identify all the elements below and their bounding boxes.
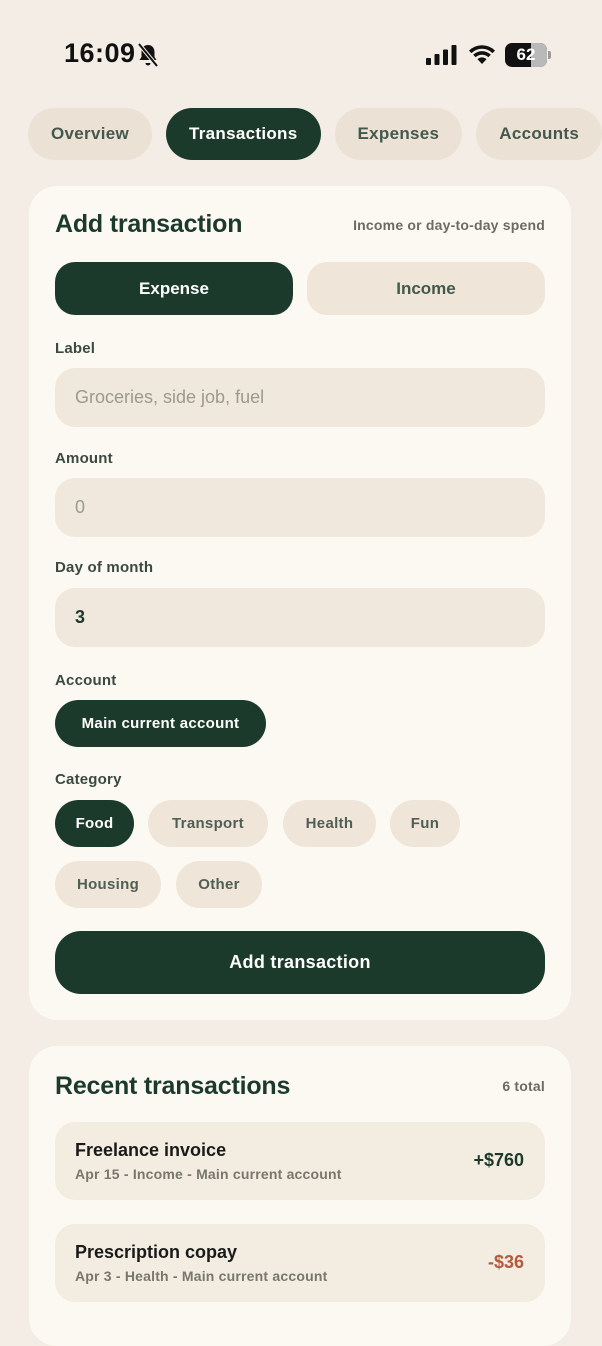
add-transaction-card <box>29 186 571 1020</box>
add-transaction-title: Add transaction <box>55 210 243 238</box>
battery-level: 62 <box>516 45 536 64</box>
amount-field-label: Amount <box>55 450 113 467</box>
category-chip-health[interactable]: Health <box>283 800 376 847</box>
category-label: Category <box>55 771 122 788</box>
transaction-title: Prescription copay <box>75 1242 238 1262</box>
category-chip-housing[interactable]: Housing <box>55 861 161 908</box>
day-of-month-input[interactable] <box>55 588 545 647</box>
category-chip-other[interactable]: Other <box>176 861 262 908</box>
transaction-title: Freelance invoice <box>75 1140 227 1160</box>
transaction-meta: Apr 3 - Health - Main current account <box>75 1268 328 1284</box>
account-label: Account <box>55 672 117 689</box>
category-chip-fun[interactable]: Fun <box>390 800 460 847</box>
add-transaction-note: Income or day-to-day spend <box>353 217 545 233</box>
tab-accounts[interactable]: Accounts <box>476 108 602 160</box>
transaction-meta: Apr 15 - Income - Main current account <box>75 1166 342 1182</box>
tab-transactions[interactable]: Transactions <box>166 108 320 160</box>
type-income-button[interactable]: Income <box>307 262 545 315</box>
tab-overview[interactable]: Overview <box>28 108 152 160</box>
transaction-amount: +$760 <box>473 1150 524 1170</box>
category-chip-food[interactable]: Food <box>55 800 134 847</box>
wifi-icon <box>468 42 496 66</box>
recent-transactions-count: 6 total <box>502 1078 545 1094</box>
add-transaction-button[interactable]: Add transaction <box>55 931 545 994</box>
transaction-row[interactable] <box>55 1224 545 1302</box>
bell-slash-icon <box>136 42 160 68</box>
clock: 16:09 <box>64 38 136 68</box>
tab-expenses[interactable]: Expenses <box>335 108 463 160</box>
transaction-row[interactable] <box>55 1122 545 1200</box>
tab-bar <box>28 108 580 160</box>
recent-transactions-title: Recent transactions <box>55 1072 291 1100</box>
transaction-amount: -$36 <box>487 1252 524 1272</box>
type-expense-button[interactable]: Expense <box>55 262 293 315</box>
label-input[interactable] <box>55 368 545 427</box>
label-field-label: Label <box>55 340 96 357</box>
status-bar <box>0 0 600 110</box>
amount-input[interactable] <box>55 478 545 537</box>
category-chip-transport[interactable]: Transport <box>148 800 268 847</box>
account-chip-main[interactable]: Main current account <box>55 700 266 747</box>
day-field-label: Day of month <box>55 559 154 576</box>
signal-icon <box>426 45 458 65</box>
battery-icon <box>505 43 551 67</box>
recent-transactions-card <box>29 1046 571 1346</box>
